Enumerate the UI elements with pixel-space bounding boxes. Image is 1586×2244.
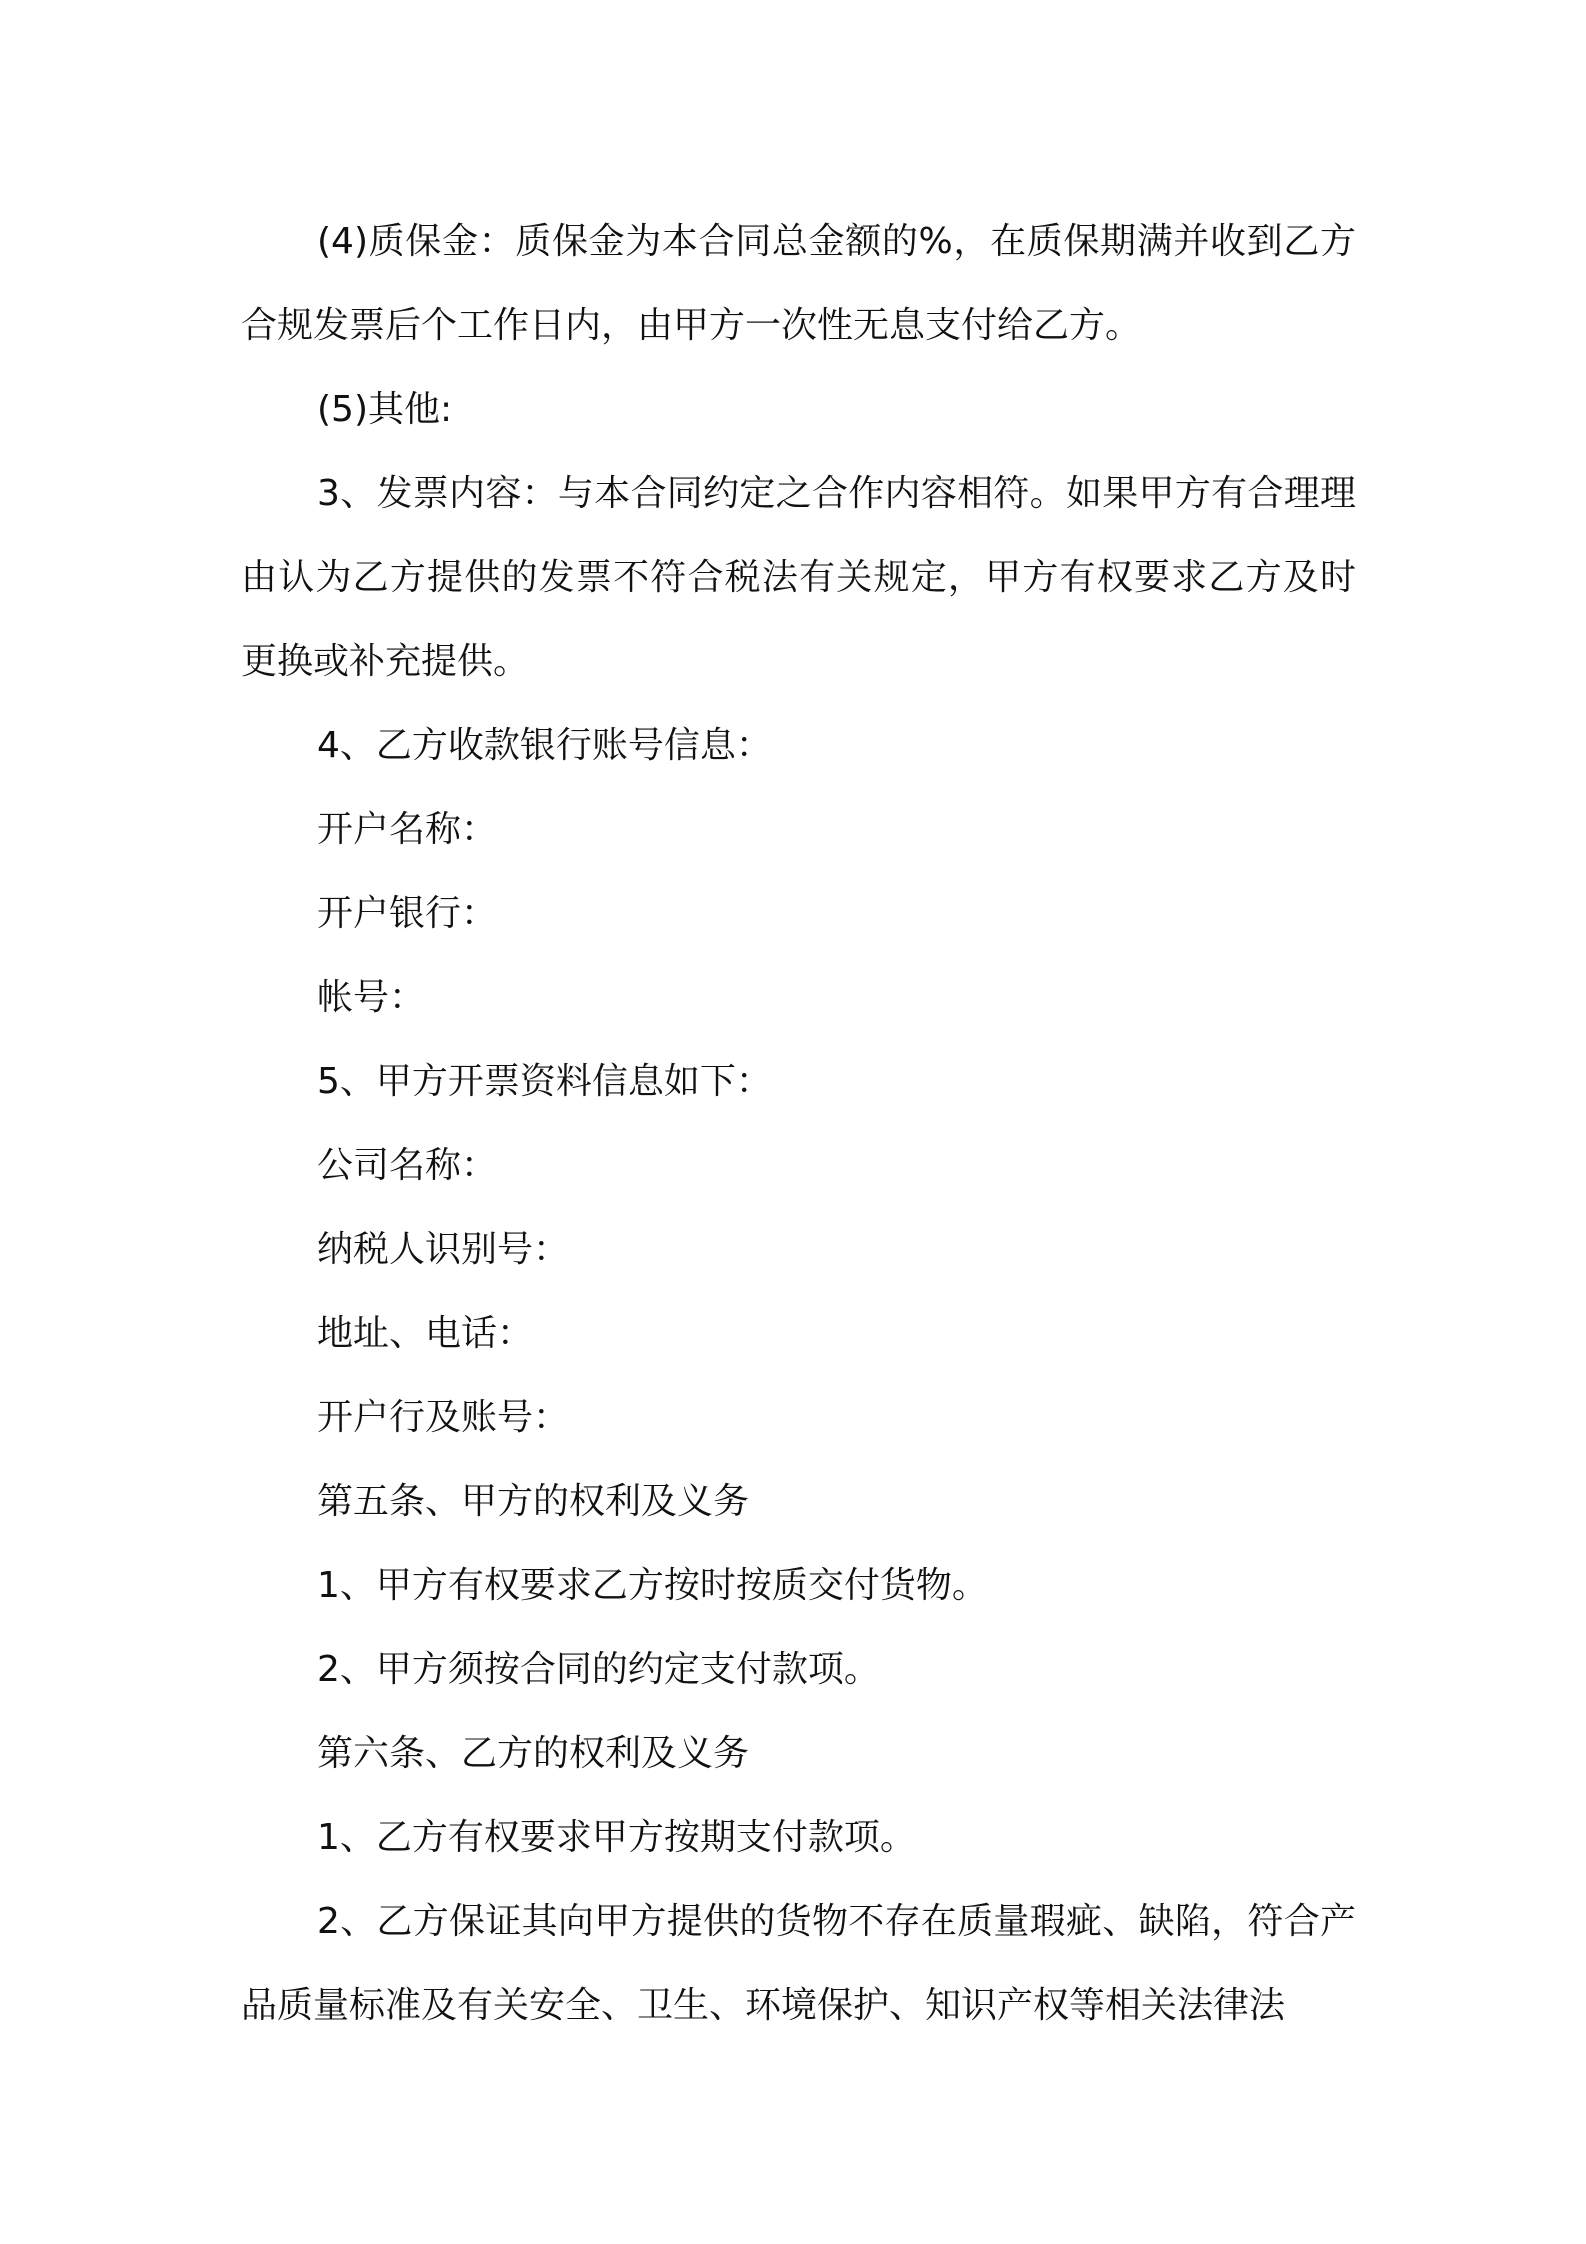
- paragraph-bank-info-heading: 4、乙方收款银行账号信息：: [317, 725, 772, 766]
- article-5-item-2: 2、甲方须按合同的约定支付款项。: [317, 1649, 880, 1690]
- paragraph-other: (5)其他:: [317, 389, 453, 430]
- paragraph-invoice-info-heading: 5、甲方开票资料信息如下：: [317, 1061, 772, 1102]
- article-6-item-2: 2、乙方保证其向甲方提供的货物不存在质量瑕疵、缺陷，符合产品质量标准及有关安全、卫生、环境保护、知识产权等相关法律法: [241, 1901, 1356, 2026]
- document-body: [241, 200, 1356, 2048]
- field-address-phone: 地址、电话：: [317, 1313, 534, 1354]
- field-account-name: 开户名称：: [317, 809, 498, 850]
- field-company-name: 公司名称：: [317, 1145, 498, 1186]
- paragraph-quality-deposit: (4)质保金：质保金为本合同总金额的%，在质保期满并收到乙方合规发票后个工作日内，由甲方一次性无息支付给乙方。: [241, 221, 1356, 346]
- article-6-item-1: 1、乙方有权要求甲方按期支付款项。: [317, 1817, 916, 1858]
- field-taxpayer-id: 纳税人识别号：: [317, 1229, 570, 1270]
- field-bank-and-account: 开户行及账号：: [317, 1397, 570, 1438]
- article-6-heading: 第六条、乙方的权利及义务: [317, 1733, 750, 1774]
- article-5-item-1: 1、甲方有权要求乙方按时按质交付货物。: [317, 1565, 988, 1606]
- paragraph-invoice-content: 3、发票内容：与本合同约定之合作内容相符。如果甲方有合理理由认为乙方提供的发票不符合税法有关规定，甲方有权要求乙方及时更换或补充提供。: [241, 473, 1356, 682]
- article-5-heading: 第五条、甲方的权利及义务: [317, 1481, 750, 1522]
- field-account-number: 帐号：: [317, 977, 426, 1018]
- field-account-bank: 开户银行：: [317, 893, 498, 934]
